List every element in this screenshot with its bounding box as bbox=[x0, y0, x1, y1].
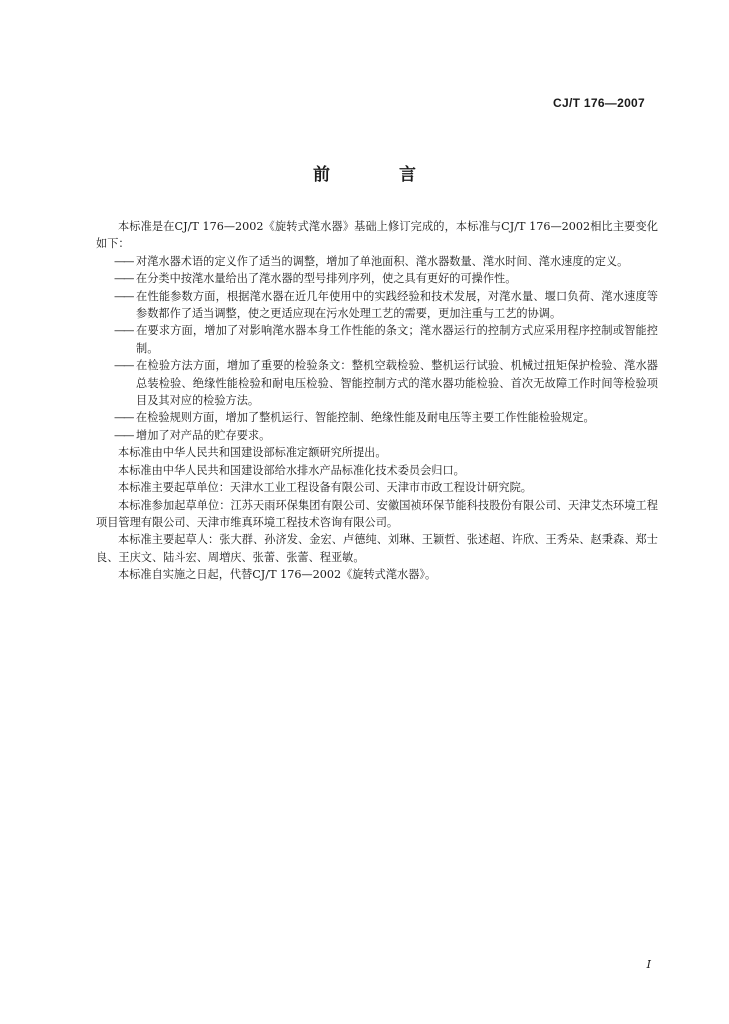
standard-code: CJ/T 176—2007 bbox=[553, 96, 645, 110]
change-item bbox=[96, 288, 658, 323]
change-item bbox=[96, 322, 658, 357]
change-item-text: 在要求方面，增加了对影响滗水器本身工作性能的条文；滗水器运行的控制方式应采用程序控制或智能控制。 bbox=[136, 324, 658, 355]
replaces-paragraph: 本标准自实施之日起，代替CJ/T 176—2002《旋转式滗水器》。 bbox=[118, 568, 437, 582]
change-item bbox=[96, 409, 658, 426]
change-item-text: 在性能参数方面，根据滗水器在近几年使用中的实践经验和技术发展，对滗水量、堰口负荷、滗水速度等参数都作了适当调整，使之更适应现在污水处理工艺的需要，更加注重与工艺的协调。 bbox=[136, 289, 658, 321]
dash-marker: —— bbox=[114, 254, 133, 268]
change-item bbox=[96, 253, 658, 270]
dash-marker: —— bbox=[114, 359, 133, 373]
change-item bbox=[96, 270, 658, 287]
change-item-text: 对滗水器术语的定义作了适当的调整，增加了单池面积、滗水器数量、滗水时间、滗水速度的定义。 bbox=[136, 254, 629, 268]
dash-marker: —— bbox=[114, 272, 133, 286]
change-item-text: 在检验规则方面，增加了整机运行、智能控制、绝缘性能及耐电压等主要工作性能检验规定。 bbox=[136, 411, 595, 425]
dash-marker: —— bbox=[114, 411, 133, 425]
change-item-text: 在检验方法方面，增加了重要的检验条文：整机空载检验、整机运行试验、机械过扭矩保护检验、滗水器总装检验、绝缘性能检验和耐电压检验、智能控制方式的滗水器功能检验、首次无故障工作时间等检验项目及其对应的检验方法。 bbox=[136, 359, 658, 408]
participating-units-paragraph: 本标准参加起草单位：江苏天雨环保集团有限公司、安徽国祯环保节能科技股份有限公司、天津艾杰环境工程项目管理有限公司、天津市维真环境工程技术咨询有限公司。 bbox=[96, 498, 658, 529]
change-item bbox=[96, 357, 658, 409]
change-item-text: 增加了对产品的贮存要求。 bbox=[136, 428, 271, 442]
change-item-text: 在分类中按滗水量给出了滗水器的型号排列序列，使之具有更好的可操作性。 bbox=[136, 272, 517, 286]
page-number: I bbox=[646, 958, 651, 971]
main-drafters-paragraph: 本标准主要起草人：张大群、孙济发、金宏、卢德纯、刘琳、王颖哲、张述超、许欣、王秀朵、赵秉森、郑士良、王庆文、陆斗宏、周増庆、张蕾、张蕾、程亚敏。 bbox=[96, 533, 658, 564]
dash-marker: —— bbox=[114, 289, 133, 303]
foreword-body bbox=[96, 218, 658, 584]
proposed-by-paragraph: 本标准由中华人民共和国建设部标准定额研究所提出。 bbox=[118, 446, 387, 460]
intro-paragraph: 本标准是在CJ/T 176—2002《旋转式滗水器》基础上修订完成的，本标准与CJ/T 176—2002相比主要变化如下： bbox=[96, 220, 658, 251]
dash-marker: —— bbox=[114, 428, 133, 442]
main-drafter-unit-paragraph: 本标准主要起草单位：天津水工业工程设备有限公司、天津市市政工程设计研究院。 bbox=[118, 481, 532, 495]
dash-marker: —— bbox=[114, 324, 133, 338]
change-item bbox=[96, 427, 658, 444]
page-title: 前 言 bbox=[313, 165, 442, 185]
managed-by-paragraph: 本标准由中华人民共和国建设部给水排水产品标准化技术委员会归口。 bbox=[118, 463, 465, 477]
